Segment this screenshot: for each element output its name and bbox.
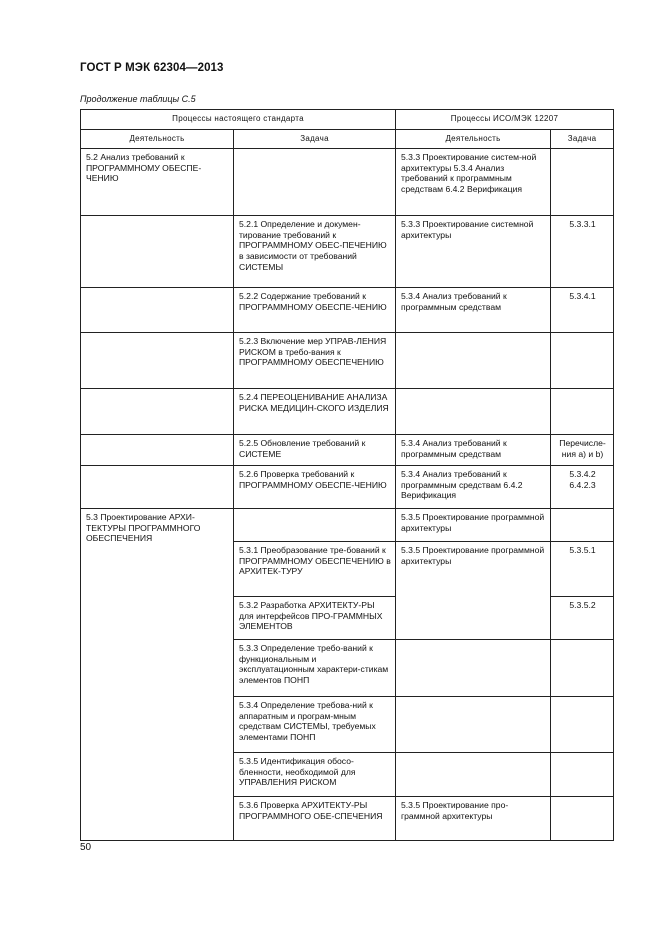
table-row [81,466,614,509]
table-cell [81,466,234,509]
table-cell: 5.2.3 Включение мер УПРАВ-ЛЕНИЯ РИСКОМ в требо-вания к ПРОГРАММНОМУ ОБЕСПЕЧЕНИЮ [234,333,396,389]
table-cell: 5.3.5 Проектирование про-граммной архитектуры [396,797,551,841]
column-header-row [81,129,614,149]
group-header-this-standard: Процессы настоящего стандарта [81,110,396,130]
document-header: ГОСТ Р МЭК 62304—2013 [80,62,224,74]
column-header-activity: Деятельность [81,129,234,149]
table-cell: 5.3.1 Преобразование тре-бований к ПРОГРАММНОМУ ОБЕСПЕЧЕНИЮ в АРХИТЕК-ТУРУ [234,542,396,597]
column-header-task: Задача [234,129,396,149]
table-cell [551,509,614,542]
table-row [81,149,614,216]
correspondence-table [80,109,614,841]
table-cell: 5.3.5 Идентификация обосо-бленности, необходимой для УПРАВЛЕНИЯ РИСКОМ [234,753,396,797]
table-cell [396,753,551,797]
table-cell: 5.3.3 Проектирование систем-ной архитектуры 5.3.4 Анализ требований к программным средствам 6.4.2 Верификация [396,149,551,216]
table-cell: 5.2 Анализ требований к ПРОГРАММНОМУ ОБЕСПЕ-ЧЕНИЮ [81,149,234,216]
table-cell: 5.2.6 Проверка требований к ПРОГРАММНОМУ ОБЕСПЕ-ЧЕНИЮ [234,466,396,509]
table-cell: 5.3.4 Анализ требований к программным средствам [396,288,551,333]
table-cell: 5.3.3.1 [551,216,614,288]
table-cell: 5.3.3 Определение требо-ваний к функциональным и эксплуатационным характери-стикам элементов ПОНП [234,640,396,697]
table-cell [81,389,234,435]
table-cell: 5.3.4.1 [551,288,614,333]
table-row [81,389,614,435]
table-cell: 5.2.5 Обновление требований к СИСТЕМЕ [234,435,396,466]
table-cell: 5.3.4.2 6.4.2.3 [551,466,614,509]
table-cell [234,509,396,542]
table-cell: 5.2.1 Определение и докумен-тирование требований к ПРОГРАММНОМУ ОБЕС-ПЕЧЕНИЮ в зависимости от требований СИСТЕМЫ [234,216,396,288]
table-cell: Перечисле-ния а) и b) [551,435,614,466]
group-header-iso-12207: Процессы ИСО/МЭК 12207 [396,110,614,130]
table-cell [551,753,614,797]
table-cell: 5.3.5 Проектирование программной архитектуры [396,509,551,542]
table-row [81,333,614,389]
table-row [81,509,614,542]
table-cell [551,149,614,216]
column-header-iso-task: Задача [551,129,614,149]
table-cell [81,288,234,333]
group-header-row [81,110,614,130]
table-cell: 5.3.5.2 [551,597,614,640]
table-row [81,288,614,333]
table-cell [396,333,551,389]
table-cell: 5.3.6 Проверка АРХИТЕКТУ-РЫ ПРОГРАММНОГО ОБЕ-СПЕЧЕНИЯ [234,797,396,841]
table-cell: 5.3.4 Анализ требований к программным средствам [396,435,551,466]
table-caption: Продолжение таблицы С.5 [80,94,196,104]
table-cell [551,333,614,389]
table-cell [551,797,614,841]
table-cell: 5.2.2 Содержание требований к ПРОГРАММНОМУ ОБЕСПЕ-ЧЕНИЮ [234,288,396,333]
table-cell [81,333,234,389]
table-cell [396,697,551,753]
table-cell [551,640,614,697]
table-cell: 5.3.5.1 [551,542,614,597]
table-row [81,435,614,466]
table-cell: 5.3.4 Определение требова-ний к аппаратным и програм-мным средствам СИСТЕМЫ, требуемых элементами ПОНП [234,697,396,753]
table-cell [396,640,551,697]
page-number: 50 [80,842,92,853]
table-cell: 5.3.3 Проектирование системной архитектуры [396,216,551,288]
table-cell [81,435,234,466]
table-cell [234,149,396,216]
table-cell [551,389,614,435]
table-cell: 5.3.4 Анализ требований к программным средствам 6.4.2 Верификация [396,466,551,509]
table-cell [396,389,551,435]
table-cell: 5.3.5 Проектирование программной архитектуры [396,542,551,640]
table-cell [81,216,234,288]
column-header-iso-activity: Деятельность [396,129,551,149]
table-cell: 5.2.4 ПЕРЕОЦЕНИВАНИЕ АНАЛИЗА РИСКА МЕДИЦИН-СКОГО ИЗДЕЛИЯ [234,389,396,435]
table-row [81,216,614,288]
table-cell [551,697,614,753]
table-cell: 5.3 Проектирование АРХИ-ТЕКТУРЫ ПРОГРАММНОГО ОБЕСПЕЧЕНИЯ [81,509,234,841]
table-cell: 5.3.2 Разработка АРХИТЕКТУ-РЫ для интерфейсов ПРО-ГРАММНЫХ ЭЛЕМЕНТОВ [234,597,396,640]
